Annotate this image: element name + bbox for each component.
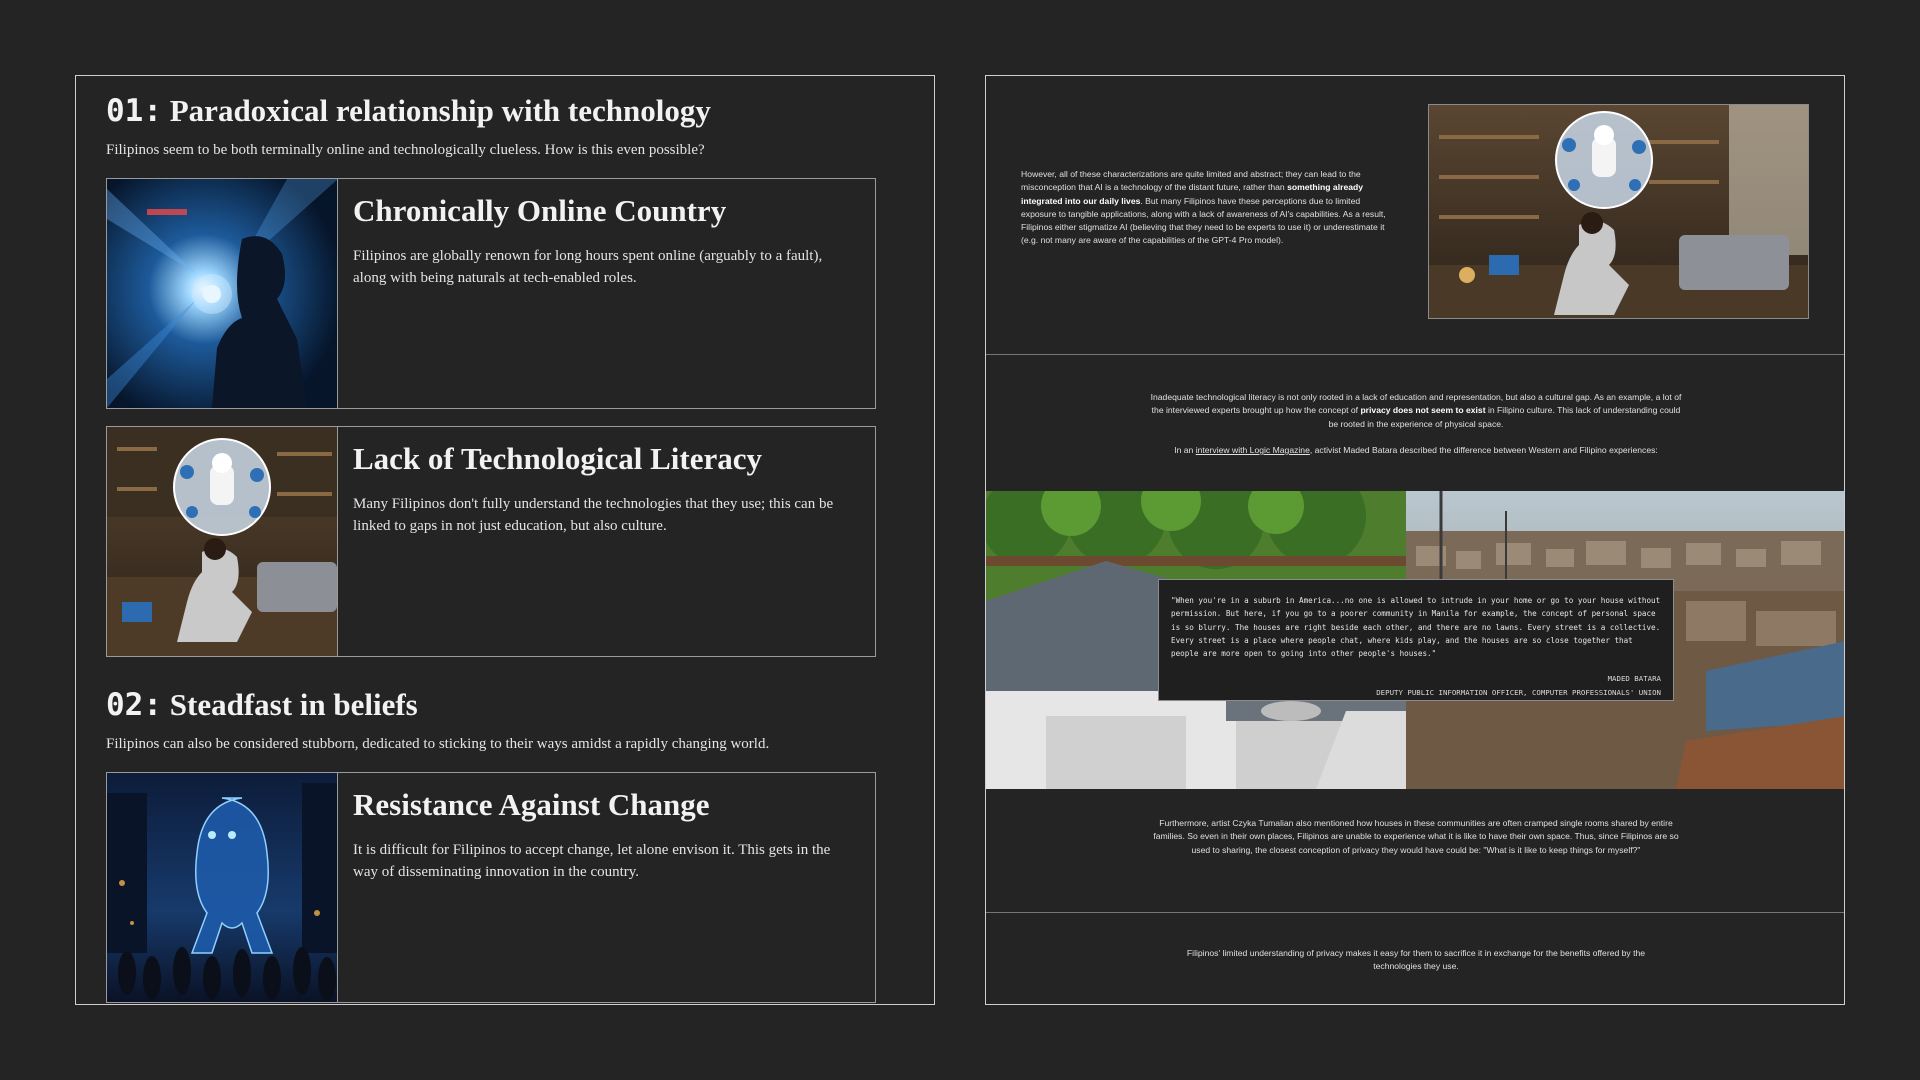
privacy-paragraph: Inadequate technological literacy is not only rooted in a lack of education and representation, but also a cultural gap. As an example, a lot of the interviewed experts brought up how the concept of privacy does not seem to exist in Filipino culture. This lack of understanding could be rooted in the experience of physical space. <box>1150 392 1682 429</box>
section-02-number: 02: <box>106 687 162 723</box>
quote-text: "When you're in a suburb in America...no one is allowed to intrude in your home or go to your house without permission. But here, if you go to a poorer community in Manila for example, the concept of personal space is so blurry. The houses are right beside each other, and there are no lawns. Every street is a collective. Every street is a place where people chat, where kids play, and the houses are so close together that people are more open to going into other people's houses." <box>1171 596 1661 659</box>
right-panel <box>985 75 1845 1005</box>
ai-perception-paragraph: However, all of these characterizations are quite limited and abstract; they can lead to the misconception that AI is a technology of the distant future, rather than something already integrated into our daily lives. But many Filipinos have these perceptions due to limited exposure to tangible applications, along with a lack of awareness of AI's capabilities. As a result, Filipinos either stigmatize AI (believing that they need to be experts to use it) or underestimate it (e.g. not many are aware of the capabilities of the GPT-4 Pro model). <box>1021 169 1386 246</box>
suburb-vs-informal-settlement-image <box>986 491 1845 789</box>
card-title: Chronically Online Country <box>353 193 727 228</box>
section-01-subtitle: Filipinos seem to be both terminally online and technologically clueless. How is this even possible? <box>106 142 705 158</box>
section-01-heading <box>106 93 711 129</box>
shared-space-paragraph: Furthermore, artist Czyka Tumalian also mentioned how houses in these communities are often cramped single rooms shared by entire families. So even in their own places, Filipinos are unable to experience what it is like to have their own space. Thus, since Filipinos are so used to sharing, the closest conception of privacy they would have could be: "What is it like to keep things for myself?" <box>1153 818 1679 855</box>
section-divider <box>986 912 1845 913</box>
person-with-phone-subway-image <box>107 179 338 408</box>
section-02-title: Steadfast in beliefs <box>169 687 418 722</box>
person-thinking-of-tech-image <box>107 427 338 656</box>
section-02-heading <box>106 687 418 723</box>
interview-paragraph: In an interview with Logic Magazine, activist Maded Batara described the difference between Western and Filipino experiences: <box>1174 445 1658 455</box>
privacy-conclusion-paragraph: Filipinos' limited understanding of privacy makes it easy for them to sacrifice it in exchange for the benefits offered by the technologies they use. <box>1186 948 1646 972</box>
section-01-title: Paradoxical relationship with technology <box>169 93 711 128</box>
left-panel <box>75 75 935 1005</box>
card-resistance-change[interactable] <box>106 772 876 1003</box>
card-tech-literacy[interactable] <box>106 426 876 657</box>
section-02-subtitle: Filipinos can also be considered stubborn, dedicated to sticking to their ways amidst a rapidly changing world. <box>106 736 770 752</box>
card-title: Resistance Against Change <box>353 787 710 822</box>
person-thinking-of-tech-image <box>1428 104 1809 319</box>
card-title: Lack of Technological Literacy <box>353 441 763 476</box>
card-description: Many Filipinos don't fully understand the technologies that they use; this can be linked to gaps in not just education, but also culture. <box>353 496 834 534</box>
quote-author-role: DEPUTY PUBLIC INFORMATION OFFICER, COMPUTER PROFESSIONALS' UNION <box>1376 687 1661 697</box>
card-chronically-online[interactable] <box>106 178 876 409</box>
section-divider <box>986 354 1845 355</box>
quote-author: MADED BATARA <box>1607 674 1661 684</box>
people-fleeing-digital-monster-image <box>107 773 338 1002</box>
card-description: It is difficult for Filipinos to accept change, let alone envison it. This gets in the way of disseminating innovation in the country. <box>353 842 831 880</box>
logic-magazine-link[interactable]: interview with Logic Magazine <box>1195 445 1310 455</box>
quote-box <box>1158 579 1674 701</box>
section-01-number: 01: <box>106 93 162 129</box>
card-description: Filipinos are globally renown for long hours spent online (arguably to a fault), along with being naturals at tech-enabled roles. <box>353 248 823 286</box>
